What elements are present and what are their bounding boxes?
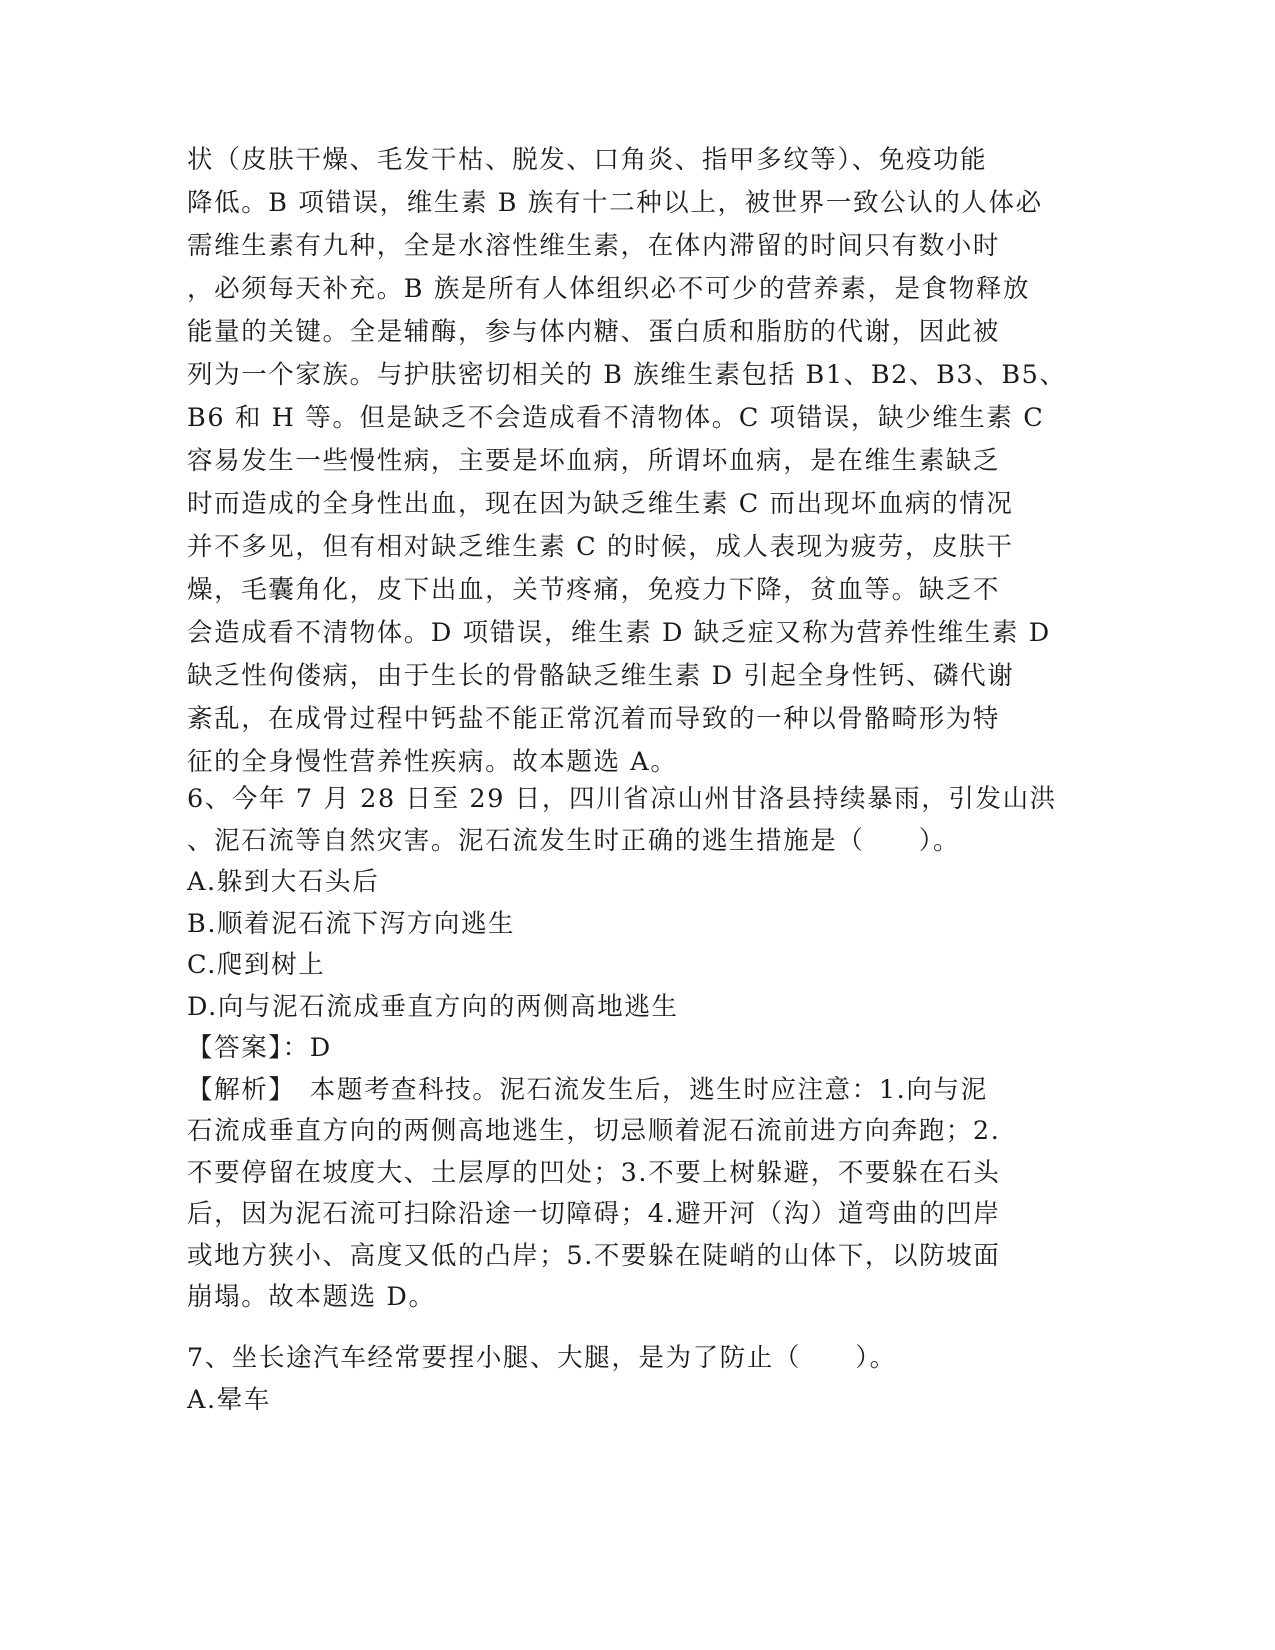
question-stem-line: 6、今年 7 月 28 日至 29 日，四川省凉山州甘洛县持续暴雨，引发山洪	[187, 784, 1057, 814]
option-d: D.向与泥石流成垂直方向的两侧高地逃生	[187, 991, 679, 1022]
answer-line: 【答案】：D	[187, 1033, 332, 1063]
question-stem-line: 7、坐长途汽车经常要捏小腿、大腿，是为了防止（ ）。	[187, 1343, 897, 1373]
option-b: B.顺着泥石流下泻方向逃生	[187, 908, 516, 939]
text-line: 并不多见，但有相对缺乏维生素 C 的时候，成人表现为疲劳，皮肤干	[187, 532, 1014, 562]
text-line: 能量的关键。全是辅酶，参与体内糖、蛋白质和脂肪的代谢，因此被	[187, 317, 1001, 347]
text-line: 状（皮肤干燥、毛发干枯、脱发、口角炎、指甲多纹等）、免疫功能	[187, 145, 988, 175]
question-6	[187, 779, 1087, 1319]
text-line: ，必须每天补充。B 族是所有人体组织必不可少的营养素，是食物释放	[187, 274, 1031, 304]
text-line: B6 和 H 等。但是缺乏不会造成看不清物体。C 项错误，缺少维生素 C	[187, 403, 1045, 433]
explanation-paragraph	[187, 139, 1087, 784]
analysis-line: 石流成垂直方向的两侧高地逃生，切忌顺着泥石流前进方向奔跑；2.	[187, 1116, 1001, 1146]
option-a: A.躲到大石头后	[187, 867, 380, 897]
text-line: 征的全身慢性营养性疾病。故本题选 A。	[187, 747, 678, 777]
analysis-line: 崩塌。故本题选 D。	[187, 1282, 436, 1312]
analysis-line: 不要停留在坡度大、土层厚的凹处；3.不要上树躲避，不要躲在石头	[187, 1157, 1001, 1188]
text-line: 时而造成的全身性出血，现在因为缺乏维生素 C 而出现坏血病的情况	[187, 489, 1014, 519]
question-7	[187, 1338, 1087, 1421]
option-c: C.爬到树上	[187, 950, 326, 980]
text-line: 燥，毛囊角化，皮下出血，关节疼痛，免疫力下降，贫血等。缺乏不	[187, 575, 1001, 605]
text-line: 需维生素有九种，全是水溶性维生素，在体内滞留的时间只有数小时	[187, 231, 1001, 261]
text-line: 降低。B 项错误，维生素 B 族有十二种以上，被世界一致公认的人体必	[187, 188, 1043, 218]
analysis-line: 【解析】 本题考查科技。泥石流发生后，逃生时应注意：1.向与泥	[187, 1074, 988, 1105]
question-stem-line: 、泥石流等自然灾害。泥石流发生时正确的逃生措施是（ ）。	[187, 825, 961, 856]
analysis-line: 或地方狭小、高度又低的凸岸；5.不要躲在陡峭的山体下，以防坡面	[187, 1240, 1001, 1271]
text-line: 缺乏性佝偻病，由于生长的骨骼缺乏维生素 D 引起全身性钙、磷代谢	[187, 661, 1015, 691]
analysis-line: 后，因为泥石流可扫除沿途一切障碍；4.避开河（沟）道弯曲的凹岸	[187, 1199, 1001, 1229]
text-line: 容易发生一些慢性病，主要是坏血病，所谓坏血病，是在维生素缺乏	[187, 446, 1001, 476]
text-line: 列为一个家族。与护肤密切相关的 B 族维生素包括 B1、B2、B3、B5、	[187, 360, 1067, 390]
option-a: A.晕车	[187, 1384, 271, 1415]
text-line: 紊乱，在成骨过程中钙盐不能正常沉着而导致的一种以骨骼畸形为特	[187, 704, 1001, 734]
text-line: 会造成看不清物体。D 项错误，维生素 D 缺乏症又称为营养性维生素 D	[187, 618, 1051, 648]
